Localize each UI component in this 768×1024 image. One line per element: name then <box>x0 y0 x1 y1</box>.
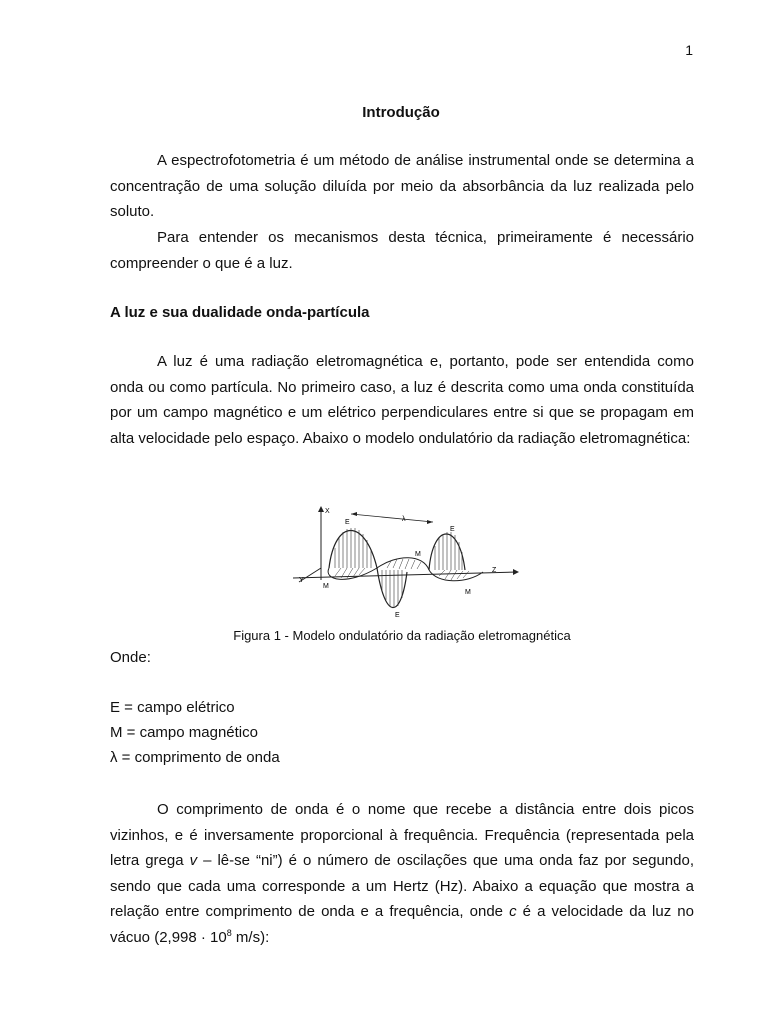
definition-lambda: λ = comprimento de onda <box>110 749 280 766</box>
label-m-3: M <box>465 589 471 596</box>
magnetic-wave-lobe-1 <box>328 568 377 579</box>
section-heading: A luz e sua dualidade onda-partícula <box>110 304 370 321</box>
z-axis-line <box>293 572 517 578</box>
label-e-2: E <box>450 526 455 533</box>
label-m-2: M <box>415 551 421 558</box>
intro-paragraph-1: A espectrofotometria é um método de análise instrumental onde se determina a concentração de uma solução diluída por meio da absorbância da luz realizada pelo soluto. <box>110 152 694 220</box>
exponent: 8 <box>226 927 232 938</box>
axis-label-y: Y <box>299 577 304 584</box>
label-e-3: E <box>395 612 400 619</box>
intro-paragraph-2: Para entender os mecanismos desta técnica, primeiramente é necessário compreender o que é a luz. <box>110 229 694 272</box>
z-axis-arrow <box>513 569 519 575</box>
definition-m: M = campo magnético <box>110 724 258 741</box>
nu-symbol: v <box>189 852 198 869</box>
lambda-label: λ <box>402 516 406 523</box>
axis-label-z: Z <box>492 567 497 574</box>
label-e-1: E <box>345 519 350 526</box>
final-paragraph: O comprimento de onda é o nome que recebe a distância entre dois picos vizinhos, e é inversamente proporcional à frequência. Frequência (representada pela letra grega v – lê-se “ni”) é o número de oscilações que uma onda faz por segundo, sendo que cada uma corresponde a um Hertz (Hz). Abaixo a equação que mostra a relação entre comprimento de onda e a frequência, onde c é a velocidade da luz no vácuo ($2,998 \cdot 10^8$ m/s): <box>110 801 694 946</box>
electric-wave-lobe-2 <box>377 568 407 608</box>
electric-wave-lobe-1 <box>329 531 377 569</box>
x-axis-arrow <box>318 506 324 512</box>
onde-label: Onde: <box>110 649 151 666</box>
electromagnetic-wave-figure <box>287 502 521 620</box>
wavelength-marker <box>351 514 433 522</box>
definition-e: E = campo elétrico <box>110 699 235 716</box>
axis-label-x: X <box>325 508 330 515</box>
c-symbol: c <box>509 903 517 920</box>
page-title: Introdução <box>362 104 440 121</box>
label-m-1: M <box>323 583 329 590</box>
page-number: 1 <box>685 42 693 58</box>
figure-caption: Figura 1 - Modelo ondulatório da radiação eletromagnética <box>233 628 571 643</box>
section-paragraph: A luz é uma radiação eletromagnética e, portanto, pode ser entendida como onda ou como partícula. No primeiro caso, a luz é descrita como uma onda constituída por um campo magnético e um elétrico perpendiculares entre si que se propagam em alta velocidade pelo espaço. Abaixo o modelo ondulatório da radiação eletromagnética: <box>110 353 694 447</box>
